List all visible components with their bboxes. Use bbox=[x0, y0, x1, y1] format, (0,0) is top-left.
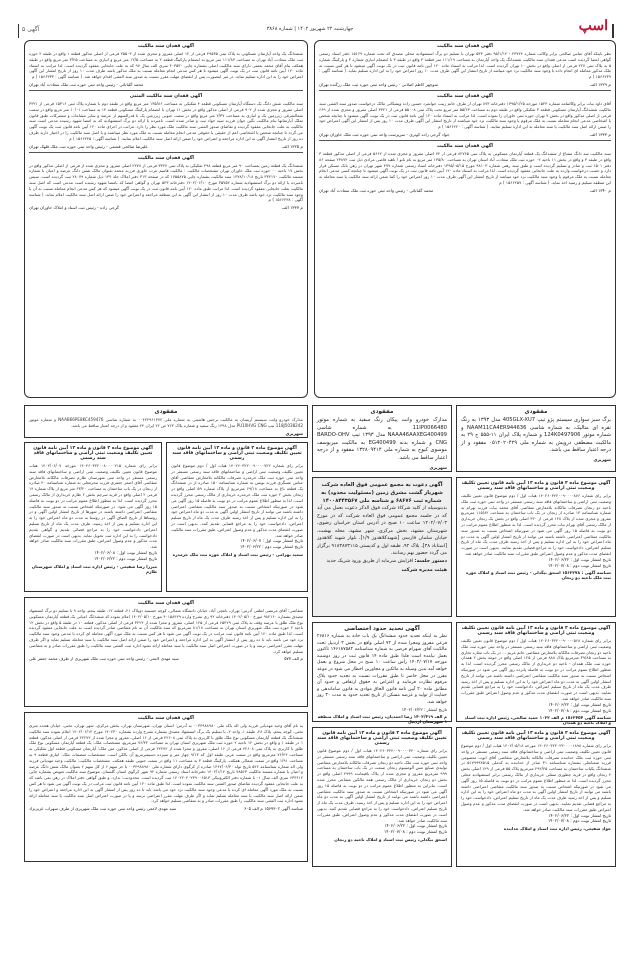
section-label: آگهی ۵ bbox=[22, 26, 40, 33]
ad-box-art3-mid-left-a bbox=[166, 442, 308, 592]
ad-body: سند مالکیت سه دانگ مشاع از ششدانگ یک قطعه آپارتمان مسکونی به پلاک ثبتی ۸۲۷۴۵ فرعی از ۷۴ اصلی مفروز و مجزی شده از ۵۶۶۲ فرعی از اصلی مذکور قطعه ۳ واقع در طبقه ۳ و واقع در بخش ۱۱ ناحیه ۰۲ حوزه ثبت ملک سعادت آباد استان تهران به مساحت ۱۳۵/۸۰ متر مربع به نام بانو / ناهید قاضی مرادی ذیل ثبت ۲۳۸۷۲ صفحه ۸۶ دفتر ۱۵۰۱ ثبت و صادر و تسلیم گردیده است و طبق سند رهنی شماره ۹۸۱۰۳ مورخ ۱۳۹۵/۰۵/۱۵ دفترخانه اسناد رسمی شماره ۴۷۷ شهر تهران در رهن بانک مسکن قرار دارد و حسب درخواست وارده به علت جابجایی مفقود گردیده است. لذا مراتب به استناد ماده ۱۲۰ آیین نامه قانون ثبت در یک نوبت آگهی میشود تا چنانچه کسی مدعی انجام معامله نسبت به ملک مرقوم یا وجود سند مالکیت نزد خود میباشد از تاریخ انتشار این آگهی ظرف مدت ۱۰ روز اعتراض خود را کتبا ضمن ارائه سند مالکیت یا سند معامله به این منطقه تسلیم و رسید اخذ نماید. ( شناسه آگهی : ۱۵۶۶۲۵۷ ) م bbox=[319, 150, 612, 185]
ad-signer: گرجی زاده - رئیس ثبت اسناد و املاک خاوران تهران bbox=[29, 205, 119, 211]
ad-signer: سید مهدی لامعی رئیس واحد ثبتی حوزه ثبت ملک شهریری از طرف سهراب عزیزنژاد bbox=[29, 806, 177, 812]
ad-body: متقاضی: آقای مرتضی لطفی آدرس: تهران، باغچی آباد، خیابان دانشگاه شمالی، کوچه حسینیه دوپلاک ۲۱، قطعه ۱۲، طبقه پنجم، واحد ۹ با تسلیم دو برگ استشهاد مصدق بشماره ۹۸۲۱۶۰ مورخ ۱۴۰۲/۰۵/۱۰ دفترخانه ۹۲ ری بشرح وارده ۴۰۱۵۸۴۲۹ مورخ ۱۴۰۲/۰۵/۱۰ اعلام نموده که ششدانگ اعیانی یک قطعه آپارتمان مسکونی نوع ملک طلق با عرصه وقف به پلاک ثبتی ۶۵۴۲۹ فرعی از ۱۲۵ اصلی، مفروز و مجزا شده از ۳۲۲۲ فرعی از اصلی مذکور، قطعه ۱۰ در طبقه ۵ واقع در بخش ۱۲ ناحیه ۲ حوزه ثبت ملک شهریری استان تهران به مساحت ۸۱/۱۸ مترمربع که سند مالکیت آن به نام متقاضی صادر گردیده است به علت جابجایی مفقود گردیده است. لذا طبق ماده ۱۲۰ آیین نامه قانون ثبت مراتب در یک نوبت آگهی می شود تا هر کس نسبت به ملک مورد آگهی معامله ای کرده یا مدعی وجود سند مالکیت نزد خود می باشد باید تا ده روز پس از انتشار آگهی به این اداره مراجعه و اعتراض خود را ضمن ارائه اصل سند مالکیت یا سند معامله تسلیم نماید و اگر ظرف مهلت مقرر اعتراضی نرسد و یا در صورت اعتراض اصل سند مالکیت یا سند معامله ارائه نشود اداره ثبت المثنی سند مالکیت را طبق مقررات صادر و به متقاضی تسلیم خواهد کرد. bbox=[29, 608, 304, 654]
ad-signer: شناسه آگهی ۱۵۶۳۴۵۴ م الف ۱۰۲۲ حمید صالحی، رئیس اداره ثبت اسناد و املاک ناحیه دو همدان bbox=[464, 715, 611, 726]
ad-ref: م ۱۳۳۳ الف bbox=[589, 131, 611, 137]
ad-date-1: تاریخ انتشار نوبت اول : ۱۴۰۲/۰۶/۰۷ bbox=[240, 538, 303, 544]
ad-date-2: تاریخ انتشار نوبت دوم : ۱۴۰۲/۰۷/۰۸ bbox=[384, 829, 447, 835]
ad-body: برابر رای شماره ۱۴۰۲۶۰۳۲۲۰۰۹۰۰۰۰۸۷۶ هیات اول / دوم موضوع قانون تعیین تکلیف وضعیت ثبتی اراضی و ساختمانهای فاقد سند رسمی مستقر در واحد ثبتی حوزه ثبت ملک ناحیه دو زنجان تصرفات مالکانه بلامعارض متقاضی آقای محمد بیات فرزند بهرام به شماره شناسنامه ۱۳ صادره از زنجان در یک باب ساختمان به مساحت ۱۱۵/۸۲ مترمربع مفروز و مجزی شده از پلاک ۱۲۸ فرعی از ۴۳۰ اصلی واقع در بخش یک زنجان خریداری از مالک رسمی آقای بهرام بیات محرز گردیده است. لذا به منظور اطلاع عموم مراتب در دو نوبت به فاصله ۱۵ روز آگهی می شود در صورتیکه اشخاص نسبت به صدور سند مالکیت متقاضی اعتراضی داشته باشند می توانند از تاریخ انتشار اولین آگهی به مدت دو ماه اعتراض خود را به این اداره تسلیم و پس از اخذ رسید ظرف مدت یک ماه از تاریخ تسلیم اعتراض، دادخواست خود را به مراجع قضایی تقدیم نمایند. بدیهی است در صورت انقضای مدت مذکور و عدم وصول اعتراض طبق مقررات سند مالکیت صادر خواهد شد. bbox=[461, 493, 612, 556]
ad-title: آگهی فقدان سند مالکیت bbox=[138, 716, 194, 721]
ad-ref: شناسه آگهی ۱۵۶۷۳۰۲ م الف ۶۰۵ bbox=[244, 806, 303, 812]
ad-signer: محمد گلبابائی - رئیس واحد ثبتی حوزه ثبت ملک سعادت آباد تهران bbox=[319, 187, 434, 193]
newspaper-logo: اسپ bbox=[578, 18, 608, 34]
divider bbox=[29, 90, 303, 91]
ad-ref: م ۱۳۲۵ الف bbox=[281, 143, 303, 149]
ad-date-1: تاریخ انتشار نوبت اول : ۱۴۰۲/۰۶/۲۲ bbox=[384, 823, 447, 829]
ad-title: آگهی موضوع ماده ۳ قانون و ماده ۱۳ آیین نامه قانون تعیین تکلیف وضعیت ثبتی اراضی و ساختمانهای فاقد سند رسمی bbox=[461, 731, 611, 741]
ad-box-art3-mid-left-b bbox=[24, 442, 162, 592]
ad-date-2: تاریخ انتشار نوبت دوم : ۱۴۰۲/۰۷/۰۸ bbox=[548, 707, 611, 713]
ad-body: سند مالکیت شش دانگ یک دستگاه آپارتمان مسکونی قطعه ۴ تفکیکی به مساحت ۱۳۵/۸۶ متر مربع واقع در طبقه دوم با شماره پلاک ثبتی ۱۵۳۱۶ فرعی از ۳۳۲۱ اصلی مفروز و مجزی شده از ۹۰۲ فرعی از اصلی مذکور واقع در بخش ۱۱ تهران با انضمام پارکینگ مسکونی قطعه ۱۴ به مساحت ۱۰/۰۱ متر مربع واقع در سمت شمالشرقی زیرزمین یک و انباری به مساحت ۲/۳۷ متر مربع واقع در سمت جنوبی زیرزمین یک با قدرالسهم از عرصه و سایر مشاعات و مشترکات طبق قانون تملک آپارتمانها بنام مالکیت نگین جوان فرزند سید جواد ثبت و صادر شده است. نامبرده با ارائه دو برگ استشهادیه که به امضا شهود رسیده مدعی است سند مالکیت به علت جابجایی مفقود گردیده و تقاضای صدور المثنی سند مالکیت ملک مورد نظر را دارد. مراتب در اجرای ماده ۱۲۰ آیین نامه قانون ثبت یک نوبت آگهی می گردد تا چنانچه شخص یا اشخاصی اعم از حقیقی یا حقوقی مدعی انجام معامله نسبت به ملک مورد نظر میباشند و یا اصل سند مالکیت را در اختیار دارند ظرف ده روز از تاریخ انتشار آگهی به این اداره مراجعه و اعتراض خود را ضمن ارائه اصل سند مالکیت اعلام نمایند. ( شناسه آگهی : ۱۵۶۶۲۴۵ ) م bbox=[29, 100, 303, 141]
ad-signer: سید مهدی لامعی - رئیس واحد ثبتی حوزه ثبت ملک شهریری از طرف محمد جعفر علی bbox=[29, 656, 179, 662]
ad-title: آگهی فقدان سند مالکیت المثنی bbox=[129, 93, 203, 99]
ad-date-1: تاریخ انتشار نوبت اول : ۱۴۰۲/۰۶/۲۲ bbox=[548, 812, 611, 818]
ad-title: آگهی فقدان سند مالکیت bbox=[138, 44, 194, 49]
ad-signature bbox=[319, 132, 611, 137]
ad-box-art3-right-1 bbox=[456, 477, 616, 617]
ad-body: ششدانگ یک واحد آپارتمان مسکونی به پلاک ثبتی ۴۹۵۳۵ فرعی از ۱۲ اصلی مفروز و مجزی شده از ۲۵۵۰۳ فرعی از اصلی مذکور قطعه ۱ واقع در طبقه ۲ حوزه ثبت ملک سعادت آباد تهران به مساحت ۱۱۱/۸۳ متر مربع به انضمام پارکینگ قطعه ۲ به مساحت ۱۲/۵ متر مربع و انباری به مساحت ۳/۲۵ متر مربع واقع در طبقه همکف بنام آقای محمد نعمتی دارای سند مالکیت اصلی بشماره چاپی ۴۰۳۵۳۰ سری الف سال ۹۷ که به علت جابجایی مفقود گردیده است. لذا مراتب به استناد ماده ۱۲۰ آیین نامه قانون ثبت در یک نوبت آگهی میشود تا هر کس مدعی انجام معامله نسبت به ملک مذکور باشد ظرف مدت ۱۰ روز از تاریخ انتشار این آگهی اعتراض خود را به این اداره تسلیم نماید. در غیر اینصورت پس از انقضای مهلت مقرر نسبت به صدور سند المثنی اقدام خواهد شد. ( شناسه آگهی : ۱۵۶۶۳۳۳ ) م bbox=[29, 51, 303, 80]
divider bbox=[319, 140, 611, 141]
ad-title: آگهی موضوع ماده ۳ قانون و ماده ۱۳ آیین نامه قانون تعیین تکلیف وضعیت ثبتی اراضی و ساختمانهای فاقد سند رسمی bbox=[317, 731, 447, 746]
page-header bbox=[0, 0, 620, 40]
ad-box-lost-3 bbox=[24, 405, 308, 438]
ad-box-lost-deed-bottom-2 bbox=[24, 712, 308, 862]
ad-body: ششدانگ یک قطعه زمین بمساحت ۹۰ متر مربع قطعه ۲۹۸ تفکیکی به پلاک ثبتی ۳۳۲۷ فرعی از ۲۲۷۸ اصلی مفروز و مجزی شده از فرعی از اصلی مذکور واقع در بخش ۱۷ ناحیه ۰۰ حوزه ثبت ملک خاوران تهران مشخصات مالکیت : مالکیت قاسم عرب خاوری فرزند محمد بعنوان مالک شش دانگ عرصه و اعیان با شماره مستند مالکیت ۳۳۲۱۷۰ تاریخ ۱۳۷۸/۱۰/۱۸ سند مالکیت بشماره چاپی ۱۷۵۵۸۷۵ که در صفحه ۳۱۳ دفتر املاک جلد ۱۳۴ ذیل شماره ۲۸۰۷۹ ثبت گردیده است. سپس نامبرده با ارائه دو برگ استشهادیه شماره ۳۵۷۵۲ مورخ ۱۴۰۲/۰۶/۱۰ دفترخانه ۵۳۳ تهران و گواهی امضا که بامضا شهود رسیده است مدعی است که اصل سند مالکیت بعلت جابجایی مفقود گردیده است. لذا مراتب طبق ماده ۱۲۰ آیین نامه قانون ثبت در یک نوبت آگهی میشود که هر کس مدعی انجام معامله نسبت به آن یا وجود سند مالکیت نزد خود باشد ظرف مدت ۱۰ روز از انتشار این آگهی به این منطقه مراجعه و اعتراض خود را ضمن ارائه اصل سند مالکیت اعلام نماید. ( شناسه آگهی : ۱۵۶۶۲۳۸ ) م bbox=[29, 162, 303, 203]
invite-agenda bbox=[317, 558, 447, 566]
ad-box-art3-right-2 bbox=[456, 622, 616, 726]
ad-signer: میرزا رضا شفیعی - رئیس اداره ثبت اسناد و املاک شهرستان طارم bbox=[31, 563, 157, 574]
ad-signature bbox=[319, 188, 611, 193]
ad-box-general-meeting-invite bbox=[312, 477, 452, 617]
invite-body: بدینوسیله از کلیه شرکاء شرکت فوق الذکر دعوت بعمل می آید که در جلسه مجمع عمومی فوق العاده شرکت که در مورخ ۱۴۰۲/۰۷/۰۳ ساعت ۱۰ صبح در آدرس استان خراسان رضوی، شهرستان مشهد، بخش مرکزی، شهر مشهد، محله بهشت، خیابان سلمان فارسی [شهیدکلاهدوز ۱/۹]، بلوار شهید کلاهدوز [استاباد ۴۸]، پلاک ۹۲، طبقه اول و کدپستی ۹۱۸۳۸۷۳۱۱۵ برگزار می گردد حضور بهم رسانند. bbox=[317, 505, 448, 556]
agenda-label: دستور جلسه: bbox=[414, 557, 447, 564]
ad-box-lost-2 bbox=[312, 405, 452, 472]
ad-ref: م ۱۳۳۷ الف bbox=[281, 205, 303, 211]
ad-title: آگهی موضوع ماده ۳ قانون و ماده ۱۳ آیین نامه قانون تعیین تکلیف وضعیت ثبتی اراضی و ساختمانهای فاقد سند رسمی bbox=[33, 446, 153, 461]
ad-signer: علیرضا صالحی قشمی - رئیس واحد ثبتی حوزه ثبت ملک قلهک تهران bbox=[29, 143, 148, 149]
ad-box-top-right bbox=[314, 40, 616, 398]
ad-ref: م ۱۳۴۰ الف bbox=[589, 187, 611, 193]
ad-date-2: تاریخ انتشار نوبت دوم : ۱۴۰۲/۰۶/۲۲ bbox=[240, 544, 303, 550]
ad-title: آگهی فقدان سند مالکیت bbox=[138, 601, 194, 606]
ad-body: نظر به اینکه تحدید حدود ششدانگ یک باب خانه به شماره ۲۶۸۱۶ فرعی مفروز ومجزا شده از ۷۲ اصلی واقع در بخش ۳ اردبیل تحت مالکیت آقای شهرام فرضی به شماره شناسنامه ۱۴۶۱۸۷۵۸۲ تاکنون بعمل نیامده است فلذا طبق ماده ۱۴ قانون ثبت در روز دوشنبه مورخه ۱۴۰۲/۰۷/۱۷ رأس ساعت ۱۰ صبح در محل شروع و بعمل خواهد آمد بدین وسیله به مالکین و مجاورین اخطار می شود در موعد مقرر در محل حاضر تا طبق مقررات نسبت به تحدید حدود پلاک مرقوم نظارت فرمایند و اعتراض به حقوق ارتفاقی و حدود آن مطابق ماده ۲۰ آیین نامه قانون الحاق موادی به قانون ساماندهی و حمایت از تولید و عرضه مسکن از تاریخ تحدید حدود به مدت ۳۰ روز خواهد شد. bbox=[317, 634, 448, 705]
ad-date: تاریخ انتشار : ۱۴۰۲/۰۶/۲۲ bbox=[401, 706, 447, 712]
ad-body: برابر رای شماره ۱۴۰۲۶۰۳۲۲۰۲۳۰۰۰۰۱۸۹۸ مورخه ۱۴۰۲/۰۵/۱۸ هیات اول / دوم موضوع قانون تعیین تکلیف وضعیت ثبتی اراضی و ساختمانهای فاقد سند رسمی مستقر در واحد ثبتی حوزه ثبت ملک خدابنده تصرفات مالکانه بلامعارض متقاضی آقای ایوب معصومی فرزند شعبانعلی بشماره شناسنامه ۳۱ صادر از خدابنده به کدملی ۵۱۷۹۹۹۴۵۱۵ در ششدانگ یکباب ساختمان به مساحت ۲۹۲/۴۵ مترمربع پلاک ۵۵ فرعی از ۱۲۹ اصلی بخش ۴ زنجان واقع در قریه چطوری سفلی خریداری از مالک رسمی برابر استشهادیه محلی محرز گردیده است. لذا به منظور اطلاع عموم مراتب در دو نوبت به فاصله ۱۵ روز آگهی می شود در صورتیکه اشخاص نسبت به صدور سند مالکیت متقاضی اعتراضی داشته باشند می توانند از تاریخ انتشار اولین آگهی به مدت دو ماه اعتراض خود را به این اداره تسلیم و پس از اخذ رسید ظرف مدت یک ماه از تاریخ تسلیم اعتراض، دادخواست خود را به مراجع قضایی تقدیم نمایند. بدیهی است در صورت انقضای مدت مذکور و عدم وصول اعتراض طبق مقررات سند مالکیت صادر خواهد شد. bbox=[461, 743, 612, 812]
ad-box-art3-right-3 bbox=[456, 727, 616, 867]
ad-date-2: تاریخ انتشار نوبت دوم : ۱۴۰۲/۰۶/۲۲ bbox=[94, 555, 157, 561]
ad-date-1: تاریخ انتشار نوبت اول : ۱۴۰۲/۰۶/۲۲ bbox=[548, 556, 611, 562]
ad-title: آگهی فقدان سند مالکیت bbox=[437, 93, 493, 99]
ad-title: آگهی موضوع ماده ۳ قانون و ماده ۱۳ آیین نامه قانون تعیین تکلیف وضعیت ثبتی اراضی و ساختمانهای فاقد سند رسمی bbox=[172, 446, 302, 461]
ad-signature bbox=[29, 205, 303, 210]
divider bbox=[29, 152, 303, 153]
ad-signer: محمد گلبابائی - رئیس واحد ثبتی حوزه ثبت ملک سعادت آباد تهران bbox=[29, 81, 144, 87]
ad-signer: م الف ۱۴۰۲/۴۱۹ رضا احمدیان، رئیس ثبت اسناد و املاک منطقه ۱ شهرستان اردبیل bbox=[317, 714, 447, 725]
ad-signer: اسحق بیگدلی، رئیس ثبت اسناد و املاک ناحیه دو زنجان bbox=[334, 836, 447, 842]
ad-date-1: تاریخ انتشار نوبت اول : ۱۴۰۲/۰۶/۲۲ bbox=[548, 701, 611, 707]
ad-box-art3-mid-4 bbox=[312, 727, 452, 867]
ad-body: برابر رای شماره ۱۴۰۲۶۰۳۲۲۰۰۹۰۰۰۰۵۶۸ هیات اول / دوم موضوع قانون تعیین تکلیف وضعیت ثبتی اراضی و ساختمانهای فاقد سند رسمی مستقر در واحد ثبتی حوزه ثبت ملک ناحیه دو زنجان تصرفات مالکانه بلامعارض متقاضی خانم مریم ... در یک باب مغازه تجاری به مساحت ۳۹/۸۵ مترمربع پلاک ۸۸۸ فرعی از ۱۲۵ اصلی واقع در حومه بخش ۲ همدان حوزه ثبت ملک همدان - ناحیه دو خریداری از مالک رسمی محرز گردیده است. لذا به منظور اطلاع عموم مراتب در دو نوبت به فاصله پانزده روز آگهی می شود در صورتیکه اشخاص نسبت به صدور سند مالکیت متقاضی اعتراضی داشته باشند می توانند از تاریخ انتشار اولین آگهی به مدت دو ماه اعتراض خود را به این اداره تسلیم و پس از اخذ رسید ظرف مدت یک ماه از تاریخ تسلیم اعتراض، دادخواست خود را به مراجع قضایی تقدیم نمایند. بدیهی است در صورت انقضای مدت مذکور و عدم وصول اعتراض طبق مقررات سند مالکیت صادر خواهد شد. bbox=[461, 638, 611, 701]
ad-body: برگ سبز سواری سیستم پژو تیپ 405GLX-XU7 مدل ۱۳۹۳ به رنگ نقره ای متالیک، به شماره شاسی NAAM11CA4ER944636 و شماره موتور 124K0497906 و شماره پلاک ایران ۱۱-۵۵۵ ج ۲۹ به مالکیت مصطفی درویش به شماره ملی ۰۵۱۲۰۲۰۴۲۹ مفقود و از درجه اعتبار ساقط می باشد. bbox=[461, 417, 612, 454]
ad-title: آگهی موضوع ماده ۳ قانون و ماده ۱۳ آیین نامه قانون تعیین تکلیف وضعیت ثبتی اراضی و ساختمانهای فاقد سند رسمی bbox=[461, 481, 611, 491]
ad-box-top-left bbox=[24, 40, 308, 398]
issue-line: چهارشنبه ۲۲ شهریور ۱۴۰۲ | شماره ۳۸۶۸ bbox=[266, 26, 354, 32]
ad-city: شهریری bbox=[285, 430, 303, 436]
ad-box-lost-deed-bottom-1 bbox=[24, 597, 308, 707]
ad-body: برابر رای شماره ۱۴۰۲۶۰۳۲۲۰۰۹۰۰۰۰۷۲۲ هیات اول / دوم موضوع قانون تعیین تکلیف وضعیت ثبتی اراضی و ساختمانهای فاقد سند رسمی مستقر در واحد ثبتی حوزه ثبت ملک خرمدره تصرفات مالکانه بلامعارض متقاضی آقای عباس عسگری فرزند یونس به شماره شناسنامه ۱۵۰ صادره از در ششدانگ یک قطعه باغ به مساحت ۶۹/۱۸ مترمربع از پلاک شماره ۵۹ اصلی واقع در زنجان بخش ۲ حوزه ثبت ملک خرمدره خریداری از مالک رسمی محرز گردیده است. لذا به منظور اطلاع عموم مراتب در دو نوبت به فاصله ۱۵ روز آگهی می شود در صورتیکه اشخاص نسبت به صدور سند مالکیت متقاضی اعتراضی داشته باشند می توانند از تاریخ انتشار اولین آگهی به مدت دو ماه اعتراض خود را به این اداره تسلیم و پس از اخذ رسید ظرف مدت یک ماه از تاریخ تسلیم اعتراض، دادخواست خود را به مراجع قضایی تقدیم کنند. بدیهی است در صورت انقضای مدت مذکور و عدم وصول اعتراض، طبق مقررات سند مالکیت صادر خواهد شد. bbox=[171, 463, 303, 538]
ad-title: آگهی فقدان سند مالکیت bbox=[138, 155, 194, 161]
ad-city: شهریری bbox=[593, 456, 611, 462]
ad-signature bbox=[29, 656, 303, 661]
ad-body: برابر رای شماره ۱۴۰۲۶۰۳۲۲۰۰۹۰۰۰۰۳۴۰ هیات اول / دوم موضوع قانون تعیین تکلیف وضعیت ثبتی اراضی و ساختمانهای فاقد سند رسمی مستقر در واحد ثبتی حوزه ثبت ملک ناحیه دو زنجان تصرفات مالکانه بلامعارض متقاضی تولیدی صنایع مس آلومینیوم زنجان صنعت در یک باب ساختمان به مساحت ۹۹۹ مترمربع مفروز و مجزی شده از پلاک باقیمانده ۲۹۹۹ اصلی واقع در بخش دو زنجان خریداری از مالک رسمی همه مالکین مشاعی محرز شده است. بنابراین به منظور اطلاع عموم مراتب در دو نوبت به فاصله ۱۵ روز آگهی می شود در صورتیکه اشخاص نسبت به صدور سند مالکیت متقاضی اعتراضی داشته باشند می توانند از تاریخ انتشار اولین آگهی به مدت دو ماه اعتراض خود را به این اداره تسلیم و پس از اخذ رسید، ظرف مدت یک ماه از تاریخ تسلیم اعتراض، دادخواست خود را به مراجع قضایی تقدیم کنند. بدیهی است در صورت انقضای مدت مذکور و عدم وصول اعتراض، طبق مقررات سند مالکیت صادر خواهد شد. bbox=[317, 748, 448, 823]
ad-title: مفقودی bbox=[370, 409, 394, 415]
ad-body: نظر باینکه آقای عباس صالحی برابر وکالت شماره ۲۳۷۴۴ - ۹۵/۱/۱۴ دفتر ۵۳۴ تهران با تسلیم دو برگ استشهادیه محلی مصدق که تحت شماره ۱۵۱۶۹ دفتر اسناد رسمی گواهی امضا گردیده است مدعی فقدان سند مالکیت ششدانگ یک واحد آپارتمان به مساحت ۱۱۱/۱۹ متر قطعه ۳ واقع در طبقه ۳ با انضمام انباری شماره ۳ و پارکینگ شماره ۵ به پلاک ثبتی ۲۲۷ فرعی از اصلی واقع در بخش ۱۰ تهران گردیده است. لذا مراتب به استناد ماده ۱۲۰ آیین نامه قانون ثبت در یک نوبت آگهی میشود تا هر کس نسبت به ملک مذکور معامله ای انجام داده یا وجود سند مالکیت نزد خود میباشد از تاریخ انتشار این آگهی ظرف مدت ۱۰ روز اعتراض خود را به این اداره تسلیم نماید. ( شناسه آگهی : ۱۵۶۶۲۳۹ ) م bbox=[319, 51, 612, 80]
ad-ref: م ۱۳۲۹ الف bbox=[589, 81, 611, 87]
ad-signature bbox=[29, 82, 303, 87]
ad-title: مفقودی bbox=[154, 409, 178, 415]
agenda-text: افزایش سرمایه از طریق ورود شریک جدید bbox=[326, 557, 414, 564]
ad-signer: جواد شفیعی، رئیس اداره ثبت اسناد و املاک خدابنده bbox=[503, 826, 611, 832]
ad-body: برابر رای شماره ۱۴۰۲۶۰۳۲۲۰۰۸۰۰۰۰۲۱۵ مورخه ۱۴۰۲/۰۶/۰۷ هیات موضوع قانون تعیین تکلیف وضعیت ثبتی اراضی و ساختمانهای فاقد سند رسمی مستقر در واحد ثبتی شهرستان طارم تصرفات مالکانه بلامعارض متقاضی آقای اصغر جعفری فرزند محرمعلی به شماره شناسنامه ۴۰ صادره از زنجان در یک باب ساختمان به مساحت ۶۳/۲۰ متر مربع از پلاک شماره ۱۴ فرعی ۲ اصلی واقع در قریه سرچم بخش ۲ طارم خریداری از مالک رسمی محرز گردیده است. لذا به منظور اطلاع عموم مراتب در دو نوبت به فاصله ۱۵ روز آگهی می شود. در صورتیکه اشخاص نسبت به صدور سند مالکیت متقاضی اعتراضی داشته باشند در شهرها از تاریخ انتشار اولین آگهی و در روستاها از تاریخ الصاق آگهی در روستا به مدت دو ماه اعتراض خود را به این اداره تسلیم و پس از اخذ رسید، ظرف مدت یک ماه از تاریخ تسلیم اعتراض دادخواست خود را به مراجع قضائی تقدیم و گواهی تقدیم دادخواست را به این اداره ثبت تحویل نماید. بدیهی است در صورت انقضای مدت مذکور و عدم وصول اعتراض، طبق مقررات سند مالکیت صادر خواهد شد. bbox=[29, 463, 157, 550]
ad-city: شهریری bbox=[429, 464, 447, 470]
ad-body: مدارک خودرو وانت سیستم آریسان به مالکیت نرجس هاشمی به شماره ملی ۰۰۴۲۲۹۶۱۳۷۲ به شماره شاسی NAAB66PE8KC459476 و شماره موتور 118J5038242 تیپ PU10HVG CNG مدل ۱۳۹۸ رنگ سفید و شماره پلاک ۷۶۲ ص ۲۶ ایران ۴۴ مفقود و از درجه اعتبار ساقط می باشد. bbox=[29, 417, 303, 428]
ad-signer: جواد گرجی زاده کوتری - سرپرست واحد ثبتی حوزه ثبت ملک خاوران تهران bbox=[319, 131, 450, 137]
ad-box-lost-1 bbox=[456, 405, 616, 472]
ad-signer: سعید بهرامی - رئیس ثبت اسناد و املاک حوزه ثبت ملک خرمدره bbox=[172, 551, 303, 557]
ad-title: آگهی موضوع ماده ۳ قانون و ماده ۱۳ آیین نامه قانون تعیین تکلیف وضعیت ثبتی اراضی و ساختمانهای فاقد سند رسمی bbox=[461, 626, 611, 636]
ad-signer: منوچهر کاظم اصلانی - رئیس واحد ثبتی حوزه ثبت ملک زرگنده تهران bbox=[319, 81, 439, 87]
ad-body: مدارک خودرو وانت پیکان رنگ سفید به شماره موتور 11IP0066480 به شماره شاسی NAAA46AAXEG400499 مدل ۱۳۹۳ تیپ BARDO-OHV CNG و شماره بدنه EG400499 به مالکیت میریوسف موسوی کیوج به شماره ملی ۱۳۲۸۰۹۴۱۴ مفقود و از درجه اعتبار ساقط می باشد. bbox=[317, 417, 447, 461]
invite-signer: هیئت مدیره شرکت bbox=[401, 567, 447, 573]
ad-date-2: تاریخ انتشار نوبت دوم : ۱۴۰۲/۰۷/۰۸ bbox=[548, 562, 611, 568]
ad-signature bbox=[29, 144, 303, 149]
ad-date-1: تاریخ انتشار نوبت اول : ۱۴۰۲/۰۶/۰۸ bbox=[94, 549, 157, 555]
ad-body: به نام آقای وحید مهدیانی فرزند ولی اله باکد ملی ۰۰۳۴۹۸۸۹۸۰ به آدرس: استان تهران، شهرستان تهران، بخش مرکزی، شهر تهران، تختی، خیابان هجده متری تختی، کوچه پنجم، پلاک ۲۸، طبقه ۱، واحد ۲، با تسلیم یک برگ استشهاد مصدق بشماره بشرح وارده بشماره ۱۴۰۲۳۰ مورخ ۱۴۰۲/۰۶/۱۴ اعلام نموده سند مالکیت ششدانگ یک قطعه آپارتمان مسکونی نوع ملک طلق با کاربری به پلاک ثبتی ۲۲۶۰۸ فرعی از ۱۶ اصلی، مفروز و مجزا شده از ۲۲۲۷۲ فرعی از اصلی مذکور، قطعه ۱ در طبقه ۱ و واقع در بخش ۱۲ ناحیه ۲ حوزه ثبت ملک شهریری استان تهران به مساحت ۷۶/۴۲ مترمربع، مشخصات ملک: یک قطعه آپارتمان مسکونی نوع ملک طلق با کاربری به پلاک ثبتی ۲۲۶۰۸ فرعی از ۱۶ اصلی، مفروز و مجزا شده از ۲۲۲۷۲ فرعی از اصلی مذکور، متن ملک: آپارتمان مسکونی قطعه اول تفکیکی به مساحت ۷۶/۴۲ مترمربع واقع در سمت غربی طبقه اول که ۹/۱۳ چهار متر و سیزده دسیمترمربع آن بالکن است. مشخصات منضمات ملک: انباری قطعه ۹ به مساحت ۱/۹۱ واقع در سمت شمالی همکف. پارکینگ قطعه ۳ به مساحت ۱۱ واقع در سمت جنوبی طبقه همکف. مشخصات مالکیت: مالکیت وحید مهدیانی فرزند ولی اله شماره شناسنامه ۵۲۶ تاریخ تولد ۱۳۶۷/۰۶/۳۰ صادره از کرگوی دارای شماره ملی ۰۰۳۴۹۸۸۹۸۰ با جز سهم ۶ از کل سهم ۶ بعنوان مالک شش دانگ عرصه و اعیان با شماره مستند مالکیت ۷۸۵۶۳ تاریخ ۱۴۰۲/۱/۱۴ دفترخانه اسناد رسمی شماره ۹۴ شهر کرگوی استان گلستان. موضوع سند مالکیت تعویض بشماره چاپی ۶۳۳۶۱۲ سری الف سال ۰۱ با شماره دفتر الکترونیکی ۱۴۰۲۲۰۲۰۲۳۹۰۰۶۵۱۳ ثبت گردیده است. محدودیت: ندارد. و طبق گواهی دفتر املاک در رهن نمی باشد که به علت جابجایی مفقود گردیده تقاضای صدور المثنی سند مالکیت نموده است. لذا طبق ماده ۱۲۰ آیین نامه قانون ثبت مراتب در یک نوبت آگهی می شود تا هر کس نسبت به ملک مورد آگهی معامله ای کرده یا مدعی وجود سند مالکیت نزد خود می باشد باید تا ده روز پس از انتشار آگهی به این اداره مراجعه و اعتراض خود را ضمن ارائه اصل سند مالکیت یا سند معامله تسلیم نماید و اگر ظرف مهلت مقرر اعتراضی نرسد و یا در صورت اعتراض اصل سند مالکیت یا سند معامله ارائه نشود اداره ثبت المثنی سند مالکیت را طبق مقررات صادر و به متقاضی تسلیم خواهد کرد. bbox=[29, 723, 304, 804]
ad-title: آگهی تحدید حدود اختصاصی bbox=[344, 626, 420, 632]
ad-title: آگهی فقدان سند مالکیت bbox=[437, 143, 493, 149]
ad-title: آگهی فقدان سند مالکیت bbox=[437, 44, 493, 49]
invite-title: آگهی دعوت به مجمع عمومی فوق العاده شرکت شهریار گشت مشرق زمین (مسئولیت محدود) به شماره ثبت ۶۸۶۷۶ و شناسه ملی ۱۴۰۰۸۴۴۳۵۶۷ bbox=[321, 482, 443, 504]
section-bar bbox=[18, 24, 19, 38]
ad-ref: م الف ۵۷۷ bbox=[284, 656, 303, 662]
ad-signature bbox=[319, 82, 611, 87]
ad-signer: شناسه آگهی : ۱۵۶۳۲۷۸ اسحق بیگدلی - رئیس ثبت اسناد و املاک حوزه ثبت ملک ناحیه دو زنجان bbox=[466, 570, 611, 581]
ad-date-2: تاریخ انتشار نوبت دوم : ۱۴۰۲/۰۷/۰۸ bbox=[548, 818, 611, 824]
ad-title: مفقودی bbox=[524, 409, 548, 415]
ad-body: آقای داود بیات برابر وکالتنامه شماره ۱۵۲۳ مورخه ۱۳۹۵/۱/۲۵ دفترخانه ۸۷۳ تهران از طرف خانم زینب جوانمرد حسین زاده وپشکانی مالک درخواست صدور سند المثنی سند مالکیت ششدانگ آپارتمان مسکونی قطعه ۳ تفکیکی واقع در طبقه دوم به مساحت ۵۵/۶۳ متر مربع تحت پلاک ثبتی ۵۵۰۰۸ فرعی از ۳۳۲۱ اصلی مفروز و مجزی شده از ۶۶۹ فرعی از اصلی مذکور واقع در بخش ۷ تهران حوزه ثبتی خاوران را نموده است. لذا مراتب به استناد ماده ۱۲۰ آیین نامه قانون ثبت در یک نوبت آگهی میشود تا چنانچه شخص یا اشخاصی مدعی انجام معامله نسبت به ملک مرقوم یا وجود سند مالکیت نزد خود میباشند از تاریخ انتشار این آگهی ظرف مدت ۱۰ روز پس از انتشار این آگهی اعتراض خود را ضمن ارائه اصل سند مالکیت یا سند معامله به این اداره تسلیم نمایند. ( شناسه آگهی : ۱۵۶۶۲۲۰ ) م bbox=[319, 100, 612, 130]
divider bbox=[319, 90, 611, 91]
ad-signature bbox=[29, 806, 303, 811]
ad-box-boundary bbox=[312, 622, 452, 725]
